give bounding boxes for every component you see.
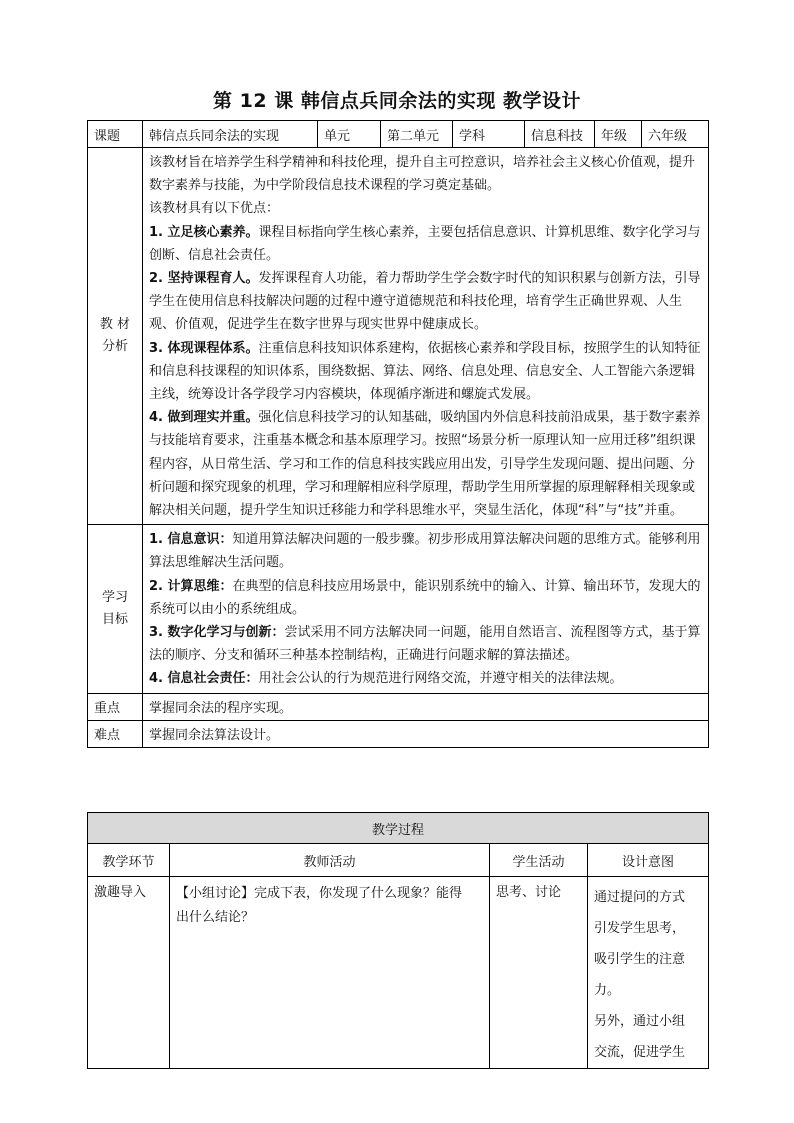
intent-line: 力。 [594, 983, 621, 998]
material-row [88, 148, 709, 525]
process-columns [88, 844, 709, 877]
material-content [143, 148, 709, 525]
goal-point-head: 1. 信息意识： [149, 532, 233, 548]
info-row [88, 121, 709, 148]
teacher-line: 【小组讨论】完成下表，你发现了什么现象？能得 [176, 886, 463, 901]
goal-point-text: 用社会公认的行为规范进行网络交流，并遵守相关的法律法规。 [258, 671, 623, 687]
material-point-text: 注重信息科技知识体系建构，依据核心素养和学段目标，按照学生的认知特征和信息科技课程的知识体系，围绕数据、算法、网络、信息处理、信息安全、人工智能六条逻辑主线，统筹设计各学段学习内容模块，体现循序渐进和螺旋式发展。 [149, 340, 701, 403]
difficult-point-label: 难点 [88, 720, 143, 747]
column-student: 学生活动 [490, 844, 588, 877]
material-point-head: 4. 做到理实并重。 [149, 410, 259, 426]
difficult-point-value: 掌握同余法算法设计。 [143, 720, 709, 747]
goal-point-text: 尝试采用不同方法解决同一问题，能用自然语言、流程图等方式，基于算法的顺序、分支和循环三种基本控制结构，正确进行问题求解的算法描述。 [149, 625, 701, 664]
material-label: 教 材 分析 [88, 148, 143, 525]
material-point-head: 3. 体现课程体系。 [149, 340, 259, 356]
intent-line: 另外，通过小组 [594, 1014, 686, 1029]
intent-line: 通过提问的方式 [594, 890, 686, 905]
student-text: 思考、讨论 [496, 885, 562, 900]
unit-value: 第二单元 [381, 121, 453, 148]
difficult-point-row [88, 720, 709, 747]
teacher-line: 出什么结论？ [176, 910, 255, 925]
material-point-text: 课程目标指向学生核心素养，主要包括信息意识、计算机思维、数字化学习与创断、信息社会责任。 [149, 224, 701, 263]
goals-content [143, 525, 709, 693]
column-teacher: 教师活动 [170, 844, 490, 877]
key-point-row [88, 693, 709, 720]
goal-point-head: 4. 信息社会责任： [149, 671, 259, 687]
goal-point-head: 3. 数字化学习与创新： [149, 625, 285, 641]
goal-point [149, 621, 702, 667]
process-header: 教学过程 [88, 813, 709, 844]
topic-label: 课题 [88, 121, 143, 148]
key-point-value: 掌握同余法的程序实现。 [143, 693, 709, 720]
intent-line: 交流，促进学生 [594, 1045, 686, 1060]
goal-point [149, 575, 702, 621]
material-intro: 该教材旨在培养学生科学精神和科技伦理，提升自主可控意识，培养社会主义核心价值观，提升数字素养与技能，为中学阶段信息技术课程的学习奠定基础。 [149, 155, 696, 194]
material-point [149, 406, 702, 522]
goal-point [149, 528, 702, 574]
key-point-label: 重点 [88, 693, 143, 720]
goals-row [88, 525, 709, 693]
material-point-head: 1. 立足核心素养。 [149, 224, 259, 240]
grade-value: 六年级 [642, 121, 709, 148]
intent-line: 引发学生思考， [594, 921, 686, 936]
process-intent [588, 877, 709, 1069]
material-advantages-lead: 该教材具有以下优点： [149, 201, 280, 217]
material-point-text: 发挥课程育人功能，着力帮助学生学会数字时代的知识积累与创新方法，引导学生在使用信息科技解决问题的过程中遵守道德规范和科技伦理，培育学生正确世界观、人生观、价值观，促进学生在数字世界与现实世界中健康成长。 [149, 271, 701, 333]
goal-point [149, 667, 702, 690]
unit-label: 单元 [318, 121, 381, 148]
column-stage: 教学环节 [88, 844, 170, 877]
stage-text: 激趣导入 [94, 885, 147, 900]
intent-line: 吸引学生的注意 [594, 952, 686, 967]
column-intent: 设计意图 [588, 844, 709, 877]
goal-point-text: 在典型的信息科技应用场景中，能识别系统中的输入、计算、输出环节，发现大的系统可以由小的系统组成。 [149, 578, 701, 617]
process-stage [88, 877, 170, 1069]
process-student [490, 877, 588, 1069]
material-point [149, 267, 702, 337]
subject-value: 信息科技 [525, 121, 595, 148]
goal-point-head: 2. 计算思维： [149, 578, 233, 594]
goals-label: 学习 目标 [88, 525, 143, 693]
topic-value: 韩信点兵同余法的实现 [143, 121, 318, 148]
material-point [149, 221, 702, 267]
grade-label: 年级 [595, 121, 642, 148]
process-row [88, 877, 709, 1069]
subject-label: 学科 [453, 121, 525, 148]
material-point-text: 强化信息科技学习的认知基础，吸纳国内外信息科技前沿成果，基于数字素养与技能培育要求，注重基本概念和基本原理学习。按照“场景分析一原理认知一应用迁移”组织课程内容，从日常生活、学习和工作的信息科技实践应用出发，引导学生发现问题、提出问题、分析问题和探究现象的机理，学习和理解相应科学原理，帮助学生用所掌握的原理解释相关现象或解决相关问题，提升学生知识迁移能力和学科思维水平，突显生活化，体现“科”与“技”并重。 [149, 410, 701, 519]
material-point [149, 337, 702, 407]
material-point-head: 2. 坚持课程育人。 [149, 271, 259, 287]
lesson-info-table [87, 120, 709, 748]
goal-point-text: 知道用算法解决问题的一般步骤。初步形成用算法解决问题的思维方式。能够利用算法思维解决生活问题。 [149, 532, 701, 571]
page-title: 第 12 课 韩信点兵同余法的实现 教学设计 [213, 90, 581, 112]
process-teacher [170, 877, 490, 1069]
process-table [87, 812, 709, 1069]
